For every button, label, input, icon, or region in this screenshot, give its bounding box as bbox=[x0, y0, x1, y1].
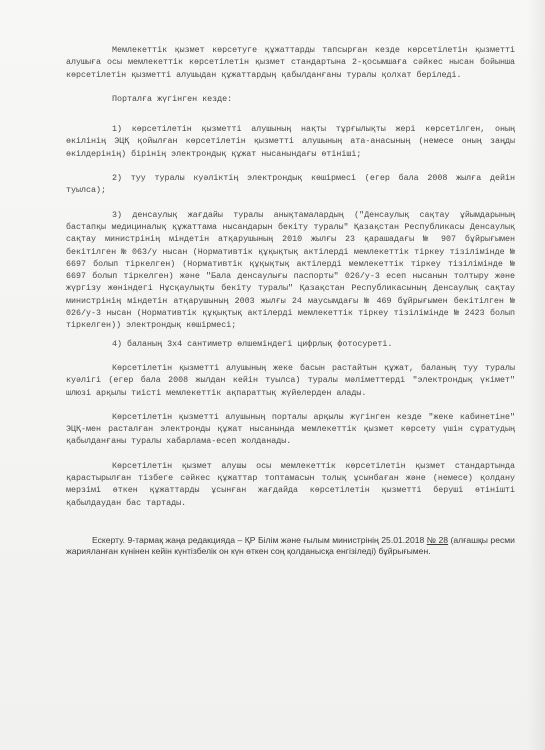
amendment-note bbox=[66, 535, 515, 557]
paragraph-receipt: Мемлекеттік қызмет көрсетуге құжаттарды тапсырған кезде көрсетілетін қызметті алушыға осы мемлекеттік көрсетілетін қызмет стандартына 2-қосымшаға сәйкес нысан бойынша көрсетілетін қызметті алушыдан құжаттардың қабылданғаны туралы қолхат беріледі. bbox=[66, 45, 515, 80]
list-item-2: 2) туу туралы куәліктің электрондық көшірмесі (егер бала 2008 жылға дейін туылса); bbox=[66, 173, 515, 196]
paragraph-refusal: Көрсетілетін қызмет алушы осы мемлекеттік көрсетілетін қызмет стандартында қарастырылған тізбеге сәйкес құжаттар топтамасын толық ұсынбаған және (немесе) қолдану мерзімі өткен құжаттарды ұсынған жағдайда көрсетілетін қызметті беруші өтінішті қабылдаудан бас тартады. bbox=[66, 460, 515, 508]
document-body bbox=[66, 44, 515, 509]
paragraph-gateway: Көрсетілетін қызметті алушының жеке басын растайтын құжат, баланың туу туралы куәлігі (егер бала 2008 жылдан кейін туылса) туралы мәліметтерді "электрондық үкімет" шлюзі арқылы тиісті мемлекеттік ақпараттық жүйелерден алады. bbox=[66, 362, 515, 398]
list-item-3: 3) денсаулық жағдайы туралы анықтамалардың ("Денсаулық сақтау ұйымдарының бастапқы медициналық құжаттама нысандарын бекіту туралы" Қазақстан Республикасы Денсаулық сақтау министрінің міндетін атқарушының 2010 жылғы 23 қарашадағы № 907 бұйрығымен бекітілген № 063/у нысан (Нормативтік құқықтық актілерді мемлекеттік тіркеу тізілімінде № 6697 болып тіркелген) (Нормативтік құқықтық актілерді мемлекеттік тіркеу тізілімінде № 6697 болып тіркелген) және "Бала денсаулығы паспорты" 026/у-3 есеп нысанын толтыру және жүргізу жөніндегі Нұсқаулықты бекіту туралы" Қазақстан Республикасының Денсаулық сақтау министрінің міндетін атқарушының 2003 жылғы 24 маусымдағы № 469 бұйрығымен бекітілген № 026/у-3 нысан (Нормативтік құқықтық актілерді мемлекеттік тіркеу тізілімінде № 2423 болып тіркелген)) электрондық көшірмесі; bbox=[66, 209, 515, 331]
order-link[interactable]: № 28 bbox=[426, 534, 449, 545]
note-prefix: Ескерту. 9-тармақ жаңа редакцияда – ҚР Білім және ғылым министрінің 25.01.2018 bbox=[92, 534, 427, 545]
list-item-4: 4) баланың 3х4 сантиметр өлшеміндегі цифрлық фотосуреті. bbox=[112, 338, 393, 349]
scan-shadow bbox=[527, 0, 545, 750]
note-suffix: (алғашқы ресми жарияланған күнінен кейін күнтізбелік он күн өткен соң қолданысқа енгізіледі) бұйрығымен. bbox=[66, 534, 515, 557]
paragraph-portal-heading: Порталға жүгінген кезде: bbox=[112, 93, 233, 104]
paragraph-cabinet: Көрсетілетін қызметті алушының порталы арқылы жүгінген кезде "жеке кабинетіне" ЭЦҚ-мен расталған электронды құжат нысанында мемлекеттік қызмет көрсету үшін сұратудың қабылданғаны туралы хабарлама-есеп жолданады. bbox=[66, 411, 515, 447]
list-item-1: 1) көрсетілетін қызметті алушының нақты тұрғылықты жері көрсетілген, оның өкілінің ЭЦҚ қойылған көрсетілетін қызметті алушының ата-анасының (немесе оның заңды өкілдерінің) бірінің электрондық құжат нысанындағы өтініші; bbox=[66, 124, 515, 159]
